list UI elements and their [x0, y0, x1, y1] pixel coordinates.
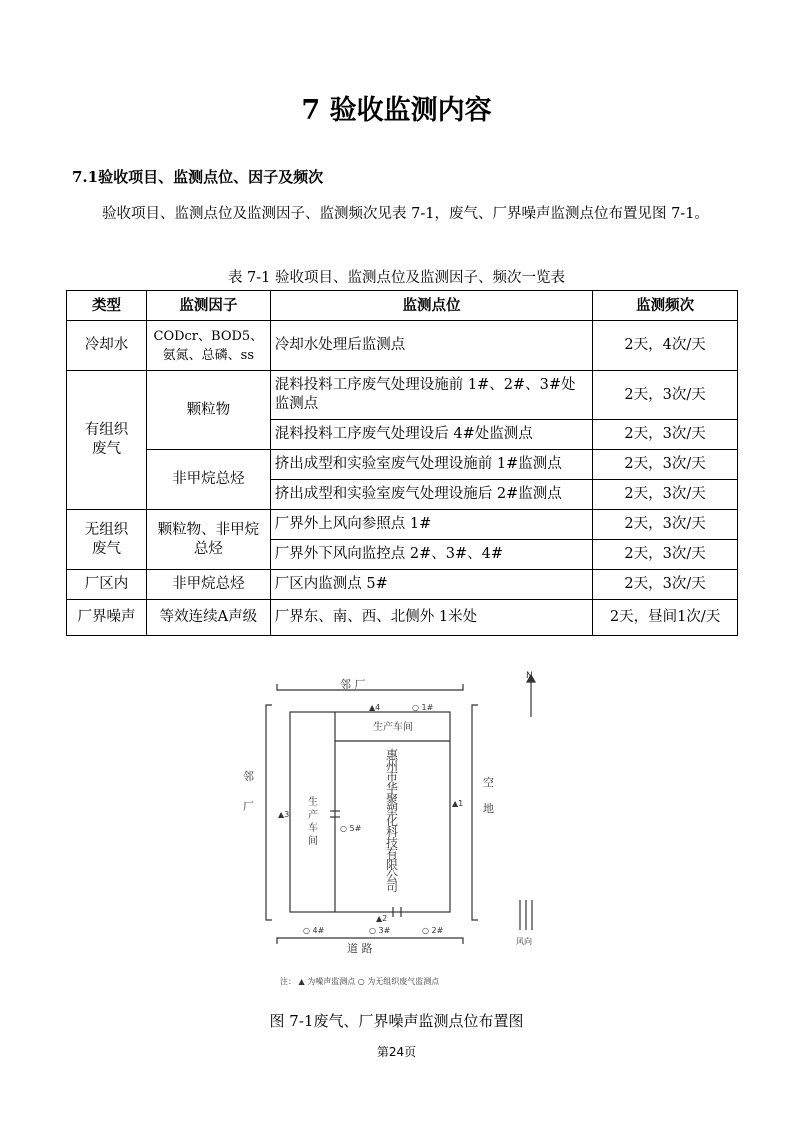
- workshop-left: 生: [308, 797, 318, 808]
- noise-point: ▲4: [369, 703, 381, 712]
- svg-text:司: 司: [386, 880, 399, 894]
- header-cell: 监测频次: [593, 291, 738, 321]
- bracket-top: [277, 684, 463, 690]
- factor-cell: 非甲烷总烃: [146, 450, 270, 510]
- label-left: 邻: [243, 770, 254, 783]
- freq-cell: 2天，昼间1次/天: [593, 600, 738, 636]
- noise-point: ▲3: [278, 810, 290, 819]
- north-label: N: [526, 671, 533, 681]
- workshop-left: 产: [308, 810, 318, 821]
- svg-text:限: 限: [386, 858, 399, 872]
- label-left: 厂: [243, 800, 254, 813]
- point-cell: 厂界外下风向监控点 2#、3#、4#: [270, 540, 592, 570]
- bracket-right: [472, 705, 478, 920]
- freq-cell: 2天，3次/天: [593, 540, 738, 570]
- svg-text:有: 有: [386, 847, 399, 861]
- factor-cell: 等效连续A声级: [146, 600, 270, 636]
- noise-point: ▲2: [376, 914, 388, 923]
- wind-label: 风向: [516, 937, 532, 946]
- svg-text:公: 公: [386, 869, 399, 883]
- workshop-left: 车: [308, 823, 318, 834]
- bracket-left: [266, 705, 272, 920]
- svg-text:市: 市: [386, 770, 399, 784]
- freq-cell: 2天，3次/天: [593, 510, 738, 540]
- header-cell: 类型: [67, 291, 147, 321]
- workshop-top: 生产车间: [373, 722, 413, 733]
- figure-caption: 图 7-1废气、厂界噪声监测点位布置图: [269, 1012, 524, 1030]
- factor-cell: 颗粒物: [146, 371, 270, 450]
- type-cell: 厂区内: [67, 570, 147, 600]
- freq-cell: 2天，3次/天: [593, 480, 738, 510]
- wind-arrow-icon: [520, 900, 532, 930]
- svg-text:技: 技: [386, 836, 399, 850]
- freq-cell: 2天，3次/天: [593, 371, 738, 420]
- freq-cell: 2天，3次/天: [593, 420, 738, 450]
- svg-text:聚: 聚: [386, 792, 399, 806]
- point-cell: 挤出成型和实验室废气处理设施后 2#监测点: [270, 480, 592, 510]
- gas-point: ○ 2#: [422, 926, 444, 935]
- point-cell: 厂区内监测点 5#: [270, 570, 592, 600]
- point-cell: 厂界外上风向参照点 1#: [270, 510, 592, 540]
- workshop-left: 间: [308, 836, 318, 847]
- type-cell: 无组织废气: [67, 510, 147, 570]
- header-cell: 监测因子: [146, 291, 270, 321]
- label-top: 邻 厂: [340, 678, 366, 691]
- svg-text:科: 科: [386, 825, 399, 839]
- factor-cell: 颗粒物、非甲烷总烃: [146, 510, 270, 570]
- gas-point: ○ 3#: [369, 926, 391, 935]
- chapter-title: 7 验收监测内容: [301, 95, 492, 126]
- table-caption: 表 7-1 验收项目、监测点位及监测因子、频次一览表: [227, 270, 566, 286]
- label-right: 地: [483, 802, 494, 815]
- svg-text:惠: 惠: [386, 748, 399, 762]
- header-cell: 监测点位: [270, 291, 592, 321]
- label-right: 空: [483, 776, 494, 789]
- type-cell: 有组织废气: [67, 371, 147, 510]
- factor-cell: 非甲烷总烃: [146, 570, 270, 600]
- figure-legend: 注： ▲ 为噪声监测点 ○ 为无组织废气监测点: [280, 977, 440, 986]
- section-heading: 7.1验收项目、监测点位、因子及频次: [72, 168, 324, 186]
- noise-point: ▲1: [452, 799, 464, 808]
- gas-point: ○ 5#: [340, 824, 362, 833]
- company-name: [386, 747, 399, 894]
- point-cell: 厂界东、南、西、北侧外 1米处: [270, 600, 592, 636]
- gas-point: ○ 4#: [303, 926, 325, 935]
- page-number: 第24页: [376, 1045, 417, 1059]
- point-cell: 挤出成型和实验室废气处理设施前 1#监测点: [270, 450, 592, 480]
- svg-text:华: 华: [386, 781, 399, 795]
- factor-cell: CODcr、BOD5、氨氮、总磷、ss: [146, 321, 270, 371]
- freq-cell: 2天，3次/天: [593, 450, 738, 480]
- svg-text:塑: 塑: [386, 803, 399, 817]
- body-paragraph: 验收项目、监测点位及监测因子、监测频次见表 7-1，废气、厂界噪声监测点位布置见图 7-1。: [102, 206, 709, 222]
- type-cell: 厂界噪声: [67, 600, 147, 636]
- type-cell: 冷却水: [67, 321, 147, 371]
- freq-cell: 2天，4次/天: [593, 321, 738, 371]
- gas-point: ○ 1#: [412, 703, 434, 712]
- point-cell: 混料投料工序废气处理设施前 1#、2#、3#处监测点: [270, 371, 592, 420]
- label-bottom: 道 路: [347, 942, 373, 955]
- svg-text:州: 州: [386, 759, 399, 773]
- freq-cell: 2天，3次/天: [593, 570, 738, 600]
- point-cell: 冷却水处理后监测点: [270, 321, 592, 371]
- svg-text:化: 化: [386, 814, 399, 828]
- point-cell: 混料投料工序废气处理设后 4#处监测点: [270, 420, 592, 450]
